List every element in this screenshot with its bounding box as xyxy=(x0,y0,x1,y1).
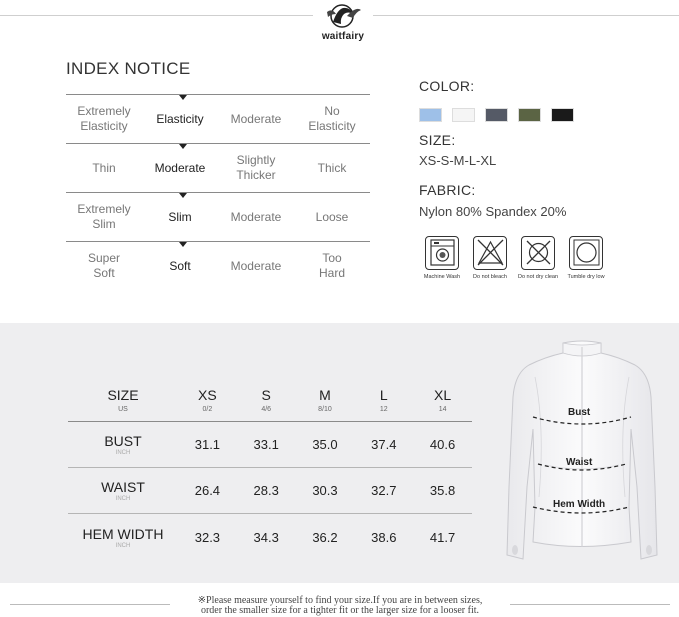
measurement-value: 38.6 xyxy=(371,529,397,545)
size-chart-table xyxy=(68,378,472,560)
measurement-value: 36.2 xyxy=(312,529,338,545)
size-chart-row xyxy=(68,514,472,560)
color-swatch[interactable] xyxy=(518,108,541,122)
index-cell: Soft xyxy=(169,258,191,273)
care-item-tumble-dry-low xyxy=(562,236,610,280)
measurement-unit: INCH xyxy=(115,542,131,549)
tumble-dry-low-icon xyxy=(569,236,603,270)
index-cell: No Elasticity xyxy=(308,104,356,133)
index-cell: Moderate xyxy=(230,111,282,126)
care-label: Do not bleach xyxy=(473,274,507,280)
jacket-illustration xyxy=(505,337,665,580)
measurement-label-cell xyxy=(68,514,178,560)
notice-divider-left xyxy=(10,604,170,605)
us-size: 14 xyxy=(438,405,447,413)
measurement-value: 30.3 xyxy=(312,483,338,498)
machine-wash-icon xyxy=(425,236,459,270)
index-cell: Loose xyxy=(315,209,349,224)
index-cell: Slim xyxy=(168,209,192,224)
size-letter: XS xyxy=(198,386,217,403)
size-chart-rows xyxy=(68,422,472,560)
index-notice-table xyxy=(66,94,370,290)
measurement-value: 35.8 xyxy=(429,483,456,498)
size-range: XS-S-M-L-XL xyxy=(419,153,497,168)
measurement-value: 40.6 xyxy=(429,437,456,452)
index-notice-title: INDEX NOTICE xyxy=(66,59,191,78)
care-item-machine-wash xyxy=(418,236,466,280)
fabric-label: FABRIC: xyxy=(419,182,476,198)
us-size: 12 xyxy=(379,405,388,413)
measurement-unit: INCH xyxy=(115,450,131,456)
size-header-column xyxy=(178,378,237,421)
index-row xyxy=(66,143,370,192)
measurement-value: 33.1 xyxy=(253,437,279,452)
index-cell: Extremely Elasticity xyxy=(77,104,131,133)
color-swatch[interactable] xyxy=(485,108,508,122)
index-cell: Too Hard xyxy=(318,251,345,280)
measurement-value: 37.4 xyxy=(371,437,397,452)
hem-width-label: Hem Width xyxy=(553,499,606,510)
size-chart-header xyxy=(68,378,472,422)
index-row xyxy=(66,192,370,241)
measurement-value: 35.0 xyxy=(312,437,338,452)
do-not-dry-clean-icon xyxy=(521,236,555,270)
index-cell: Moderate xyxy=(230,258,282,273)
header-divider-right xyxy=(373,15,679,16)
brand-logo xyxy=(313,2,373,42)
us-size: 4/6 xyxy=(261,405,272,413)
measurement-value: 41.7 xyxy=(429,529,456,545)
fairy-logo-icon xyxy=(323,2,363,32)
care-label: Do not dry clean xyxy=(517,274,559,280)
measurement-unit: INCH xyxy=(115,496,131,502)
size-header-column xyxy=(413,378,472,421)
size-header-sub: US xyxy=(118,405,128,413)
measurement-value: 32.7 xyxy=(371,483,397,498)
index-row xyxy=(66,241,370,290)
brand-name: waitfairy xyxy=(321,31,365,42)
care-item-do-not-dry-clean xyxy=(514,236,562,280)
color-swatch[interactable] xyxy=(551,108,574,122)
color-swatch[interactable] xyxy=(452,108,475,122)
header-divider-left xyxy=(0,15,313,16)
color-label: COLOR: xyxy=(419,78,475,94)
index-cell: Thick xyxy=(317,160,347,175)
index-cell: Moderate xyxy=(154,160,206,175)
notice-divider-right xyxy=(510,604,670,605)
size-header-label: SIZE xyxy=(107,386,139,403)
care-instructions xyxy=(418,236,610,280)
size-letter: M xyxy=(319,386,331,403)
measurement-label-cell xyxy=(68,468,178,513)
index-cell: Moderate xyxy=(230,209,282,224)
do-not-bleach-icon xyxy=(473,236,507,270)
color-swatch[interactable] xyxy=(419,108,442,122)
index-cell: Elasticity xyxy=(156,111,204,126)
index-cell: Thin xyxy=(92,160,116,175)
us-size: 0/2 xyxy=(202,405,213,413)
size-label: SIZE: xyxy=(419,132,456,148)
measurement-value: 28.3 xyxy=(253,483,279,498)
size-notice xyxy=(170,596,510,616)
measurement-value: 34.3 xyxy=(253,529,279,545)
bust-label: Bust xyxy=(568,407,591,418)
index-marker-icon xyxy=(179,95,187,100)
measurement-label-cell xyxy=(68,422,178,467)
color-swatches xyxy=(419,108,574,122)
waist-label: Waist xyxy=(566,457,593,468)
measurement-label: HEM WIDTH xyxy=(82,525,164,542)
measurement-value: 26.4 xyxy=(194,483,221,498)
size-header-column xyxy=(296,378,355,421)
measurement-value: 31.1 xyxy=(194,437,221,452)
index-cell: Slightly Thicker xyxy=(236,153,276,182)
measurement-label: BUST xyxy=(104,433,142,449)
fabric-value: Nylon 80% Spandex 20% xyxy=(419,204,567,219)
measurement-label: WAIST xyxy=(101,479,145,495)
size-letter: L xyxy=(379,386,388,403)
size-notice-line-2: order the smaller size for a tighter fit or the larger size for a looser fit. xyxy=(200,605,480,616)
size-chart-row xyxy=(68,468,472,514)
size-header-column xyxy=(354,378,413,421)
size-header-columns xyxy=(178,378,472,421)
index-marker-icon xyxy=(179,242,187,247)
care-item-do-not-bleach xyxy=(466,236,514,280)
size-letter: S xyxy=(261,386,271,403)
index-marker-icon xyxy=(179,193,187,198)
size-chart-row xyxy=(68,422,472,468)
size-header-cell xyxy=(68,378,178,421)
us-size: 8/10 xyxy=(318,405,332,413)
size-notice-line-1: ※Please measure yourself to find your size.If you are in between sizes, xyxy=(197,595,483,606)
size-letter: XL xyxy=(434,386,452,403)
care-label: Tumble dry low xyxy=(567,274,605,280)
size-header-column xyxy=(237,378,296,421)
index-cell: Super Soft xyxy=(87,251,121,280)
index-row xyxy=(66,94,370,143)
index-cell: Extremely Slim xyxy=(77,202,131,231)
care-label: Machine Wash xyxy=(423,274,461,280)
index-marker-icon xyxy=(179,144,187,149)
measurement-value: 32.3 xyxy=(194,529,221,545)
